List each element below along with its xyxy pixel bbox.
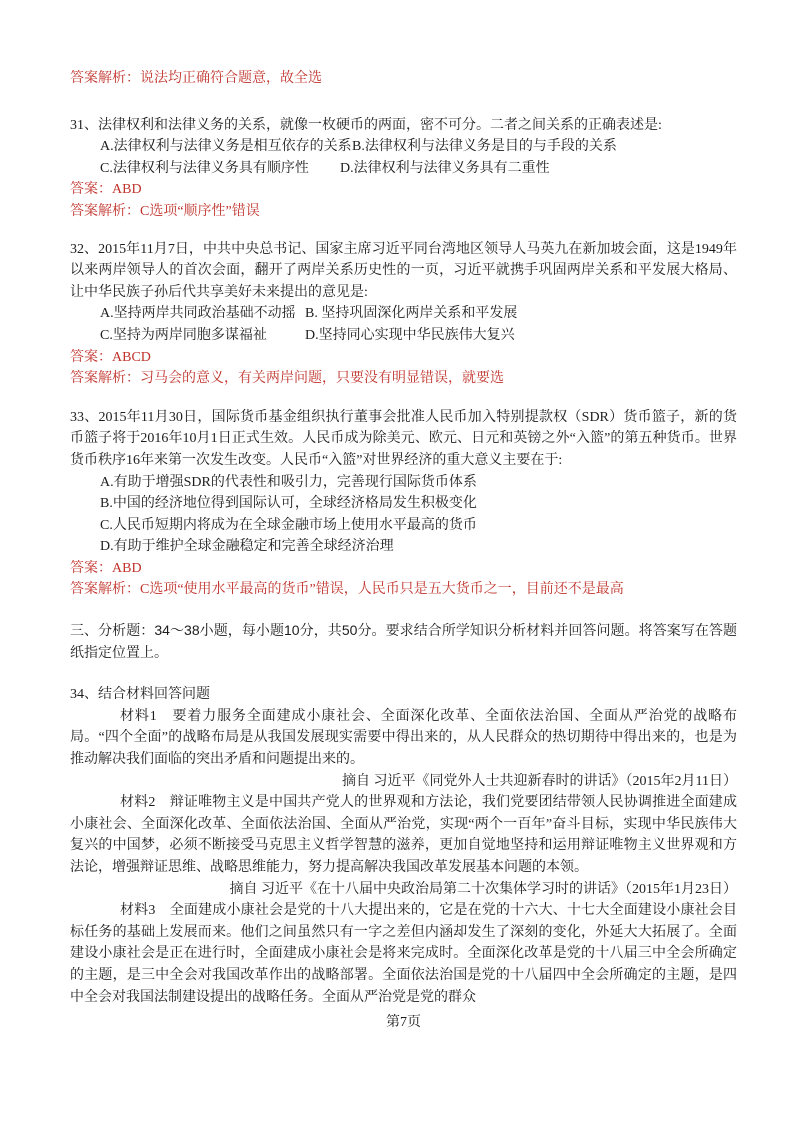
question-31-option-b: B.法律权利与法律义务是目的与手段的关系 [352,139,617,155]
question-31-stem: 31、法律权利和法律义务的关系，就像一枚硬币的两面，密不可分。二者之间关系的正确表述是: [70,117,662,133]
question-33-stem: 33、2015年11月30日，国际货币基金组织执行董事会批准人民币加入特别提款权（SDR）货币篮子，新的货币篮子将于2016年10月1日正式生效。人民币成为除美元、欧元、日元和英镑之外“入篮”的第五种货币。世界货币秩序16年来第一次发生改变。人民币“入篮”对世界经济的重大意义主要在于: [70,409,737,468]
question-31 [70,115,737,223]
question-34-title: 34、结合材料回答问题 [70,687,210,703]
question-33 [70,407,737,601]
question-33-option-b: B.中国的经济地位得到国际认可，全球经济格局发生积极变化 [100,496,477,512]
question-32-stem: 32、2015年11月7日，中共中央总书记、国家主席习近平同台湾地区领导人马英九在新加坡会面，这是1949年以来两岸领导人的首次会面，翻开了两岸关系历史性的一页，习近平就携手巩固两岸关系和平发展大格局、让中华民族子孙后代共享美好未来提出的意见是: [70,241,737,300]
question-31-options-row-2 [70,158,737,180]
question-31-option-d: D.法律权利与法律义务具有二重性 [340,160,550,176]
question-31-option-a: A.法律权利与法律义务是相互依存的关系 [100,139,352,155]
question-34-material-2: 材料2 辩证唯物主义是中国共产党人的世界观和方法论，我们党要团结带领人民协调推进全面建成小康社会、全面深化改革、全面依法治国、全面从严治党，实现“两个一百年”奋斗目标，实现中华民族伟大复兴的中国梦，必须不断接受马克思主义哲学智慧的滋养，更加自觉地坚持和运用辩证唯物主义世界观和方法论，增强辩证思维、战略思维能力，努力提高解决我国改革发展基本问题的本领。 [70,795,737,875]
question-32-options-row-2 [70,325,737,347]
question-33-option-a: A.有助于增强SDR的代表性和吸引力，完善现行国际货币体系 [100,474,477,490]
question-32-option-c: C.坚持为两岸同胞多谋福祉 [100,327,267,343]
section-3-heading: 三、分析题：34～38小题，每小题10分，共50分。要求结合所学知识分析材料并回答问题。将答案写在答题纸指定位置上。 [70,622,737,660]
question-34-material-1: 材料1 要着力服务全面建成小康社会、全面深化改革、全面依法治国、全面从严治党的战略布局。“四个全面”的战略布局是从我国发展现实需要中得出来的，从人民群众的热切期待中得出来的，也是为推动解决我们面临的突出矛盾和问题提出来的。 [70,708,737,768]
question-31-analysis: 答案解析：C选项“顺序性”错误 [70,203,260,219]
question-33-option-c: C.人民币短期内将成为在全球金融市场上使用水平最高的货币 [100,517,477,533]
question-32-answer: 答案：ABCD [70,349,151,365]
question-33-option-d: D.有助于维护全球金融稳定和完善全球经济治理 [100,539,394,555]
question-32-option-a: A.坚持两岸共同政治基础不动摇 [100,306,296,322]
question-31-answer: 答案：ABD [70,182,142,198]
question-33-analysis: 答案解析：C选项“使用水平最高的货币”错误，人民币只是五大货币之一，目前还不是最高 [70,582,624,598]
question-33-options [70,472,737,558]
question-32 [70,239,737,390]
question-32-options-row-1 [70,303,737,325]
question-34-material-3: 材料3 全面建成小康社会是党的十八大提出来的，它是在党的十六大、十七大全面建设小康社会目标任务的基础上发展而来。他们之间虽然只有一字之差但内涵却发生了深刻的变化，外延大大拓展了。全面建设小康社会是正在进行时，全面建成小康社会是将来完成时。全面深化改革是党的十八届三中全会所确定的主题，是三中全会对我国改革作出的战略部署。全面依法治国是党的十八届四中全会所确定的主题，是四中全会对我国法制建设提出的战略任务。全面从严治党是党的群众 [70,903,737,1005]
question-32-option-d: D.坚持同心实现中华民族伟大复兴 [305,327,515,343]
question-34-source-2: 摘自 习近平《在十八届中央政治局第二十次集体学习时的讲话》（2015年1月23日） [229,881,737,897]
question-34-source-1: 摘自 习近平《同党外人士共迎新春时的讲话》（2015年2月11日） [342,773,737,789]
question-32-analysis: 答案解析：习马会的意义，有关两岸问题，只要没有明显错误，就要选 [70,371,504,387]
question-31-options-row-1 [70,136,737,158]
question-32-option-b: B. 坚持巩固深化两岸关系和平发展 [305,306,518,322]
question-31-option-c: C.法律权利与法律义务具有顺序性 [100,160,309,176]
page-number: 第7页 [386,1015,421,1031]
prev-question-analysis: 答案解析：说法均正确符合题意，故全选 [70,71,322,86]
question-33-answer: 答案：ABD [70,560,142,576]
question-34 [70,684,737,1008]
